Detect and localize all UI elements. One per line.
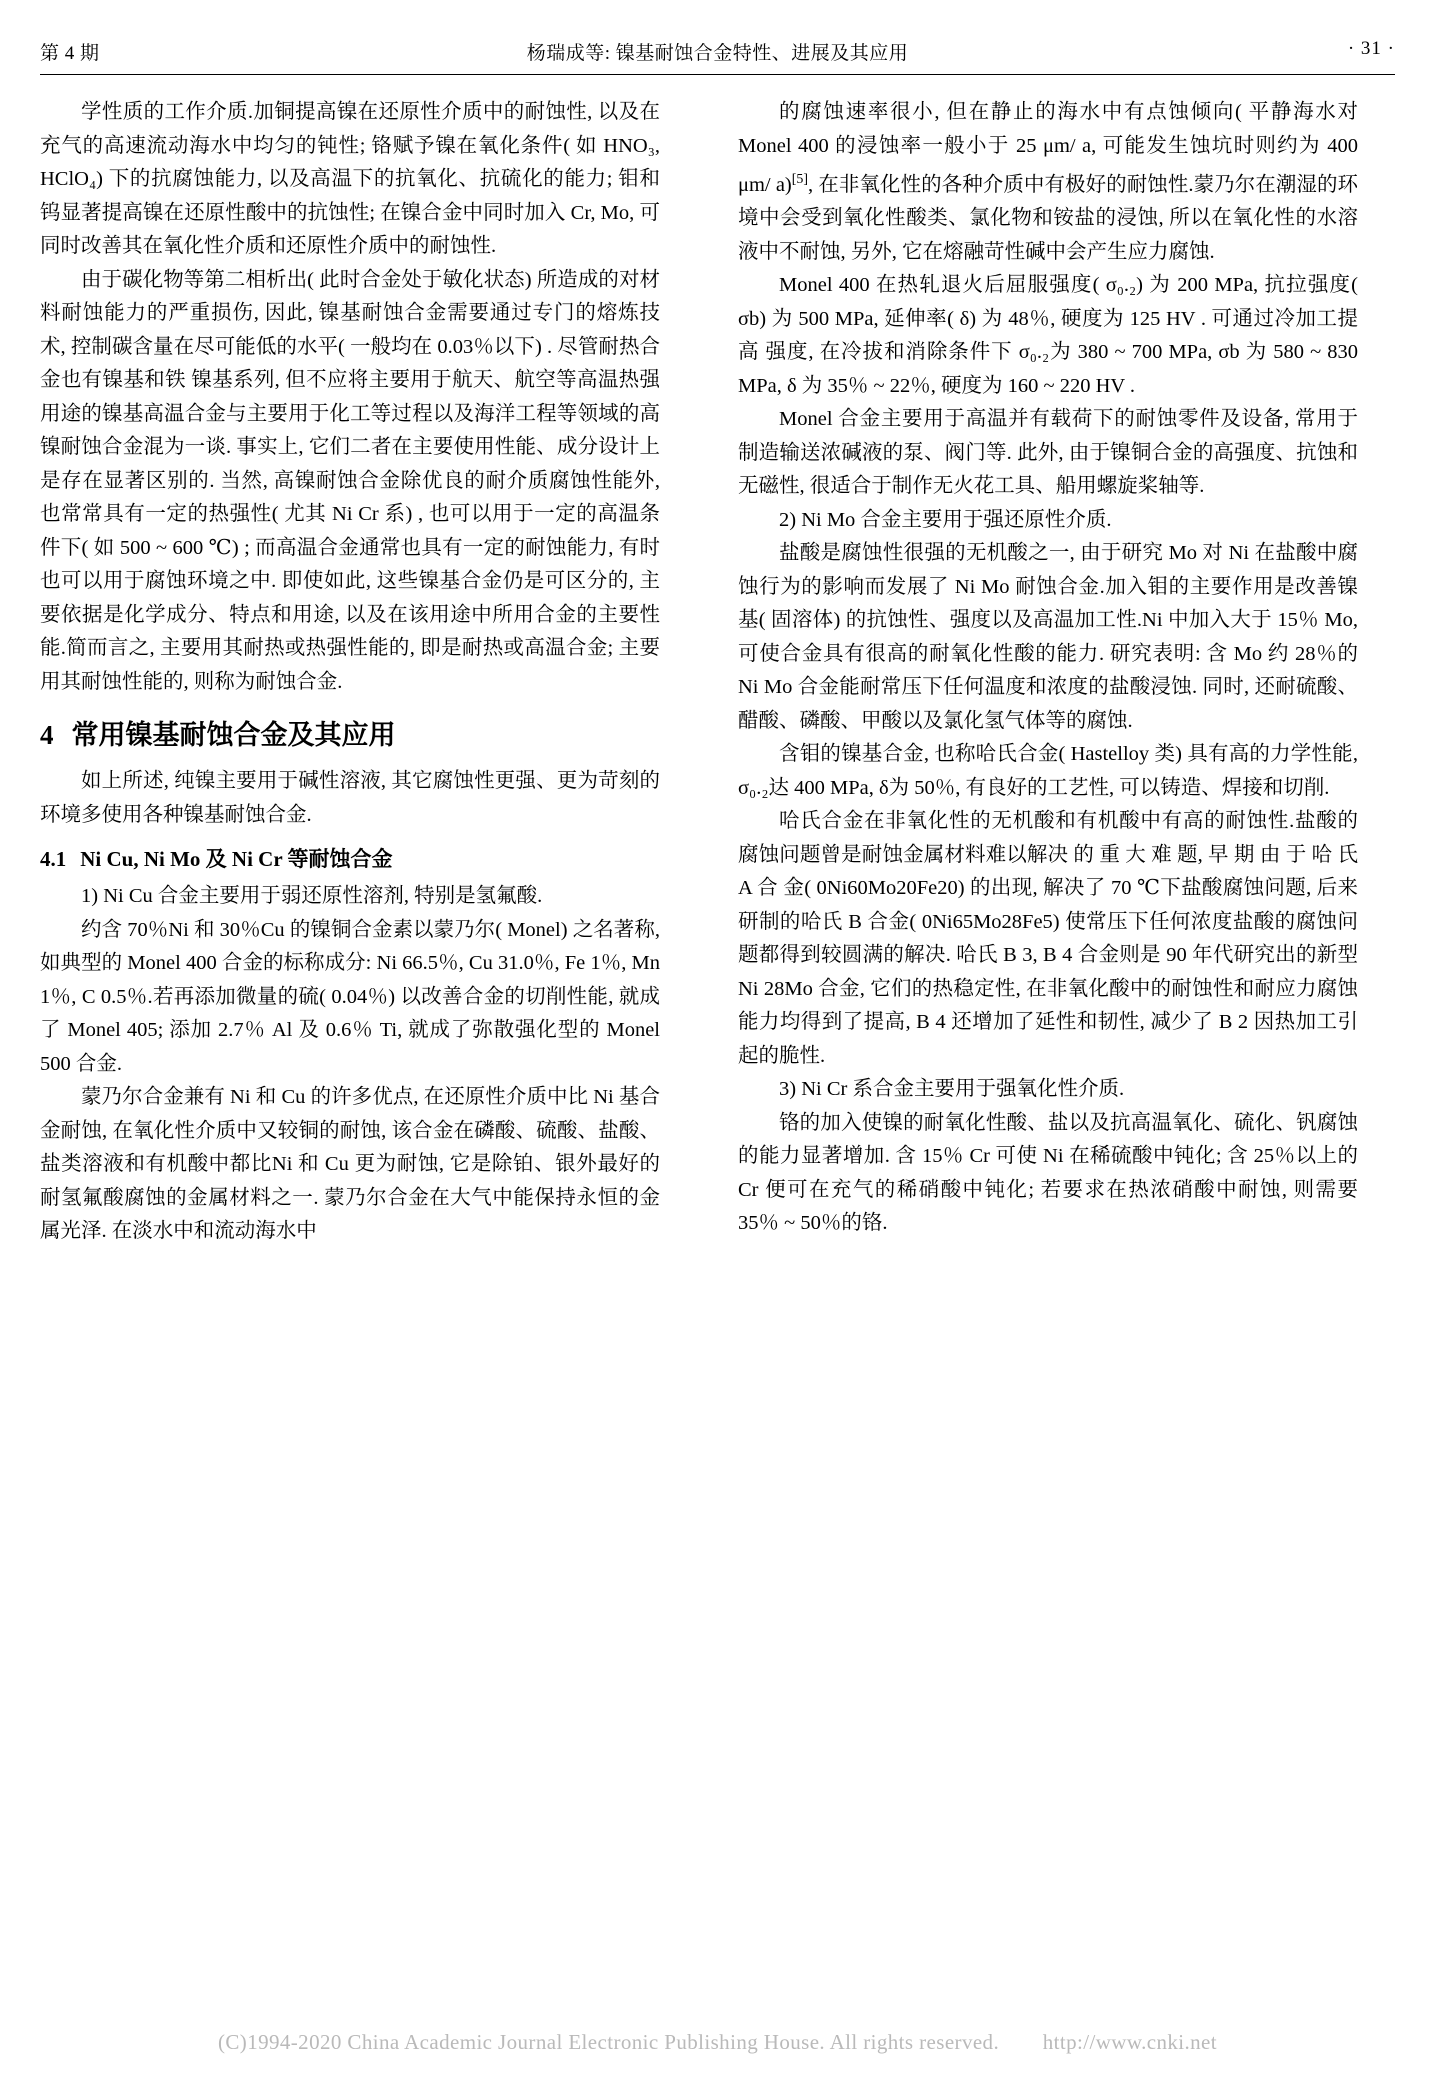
subsection-heading — [40, 842, 660, 876]
paragraph: 2) Ni Mo 合金主要用于强还原性介质. — [779, 508, 1112, 531]
article-running-title: 杨瑞成等: 镍基耐蚀合金特性、进展及其应用 — [526, 43, 909, 64]
section-number: 4 — [40, 720, 54, 750]
paragraph: Monel 400 在热轧退火后屈服强度( σ₀.₂) 为 200 MPa, 抗拉强度( σb) 为 500 MPa, 延伸率( δ) 为 48％, 硬度为 125 HV . 可通过冷加工提高 强度, 在冷拔和消除条件下 σ₀.₂为 380 ~ 700 MPa, σb 为 580 ~ 830 MPa, δ 为 35％ ~ 22％, 硬度为 160 ~ 220 HV . — [738, 274, 1358, 397]
paragraph: 铬的加入使镍的耐氧化性酸、盐以及抗高温氧化、硫化、钒腐蚀的能力显著增加. 含 15％ Cr 可使 Ni 在稀硫酸中钝化; 含 25％以上的 Cr 便可在充气的稀硝酸中钝化; 若要求在热浓硝酸中耐蚀, 则需要 35％ ~ 50％的铬. — [738, 1111, 1358, 1235]
section-heading — [40, 715, 660, 755]
subsection-title: Ni Cu, Ni Mo 及 Ni Cr 等耐蚀合金 — [80, 847, 393, 871]
paragraph: 约含 70％Ni 和 30％Cu 的镍铜合金素以蒙乃尔( Monel) 之名著称, 如典型的 Monel 400 合金的标称成分: Ni 66.5％, Cu 31.0％, Fe 1％, Mn 1％, C 0.5％.若再添加微量的硫( 0.04％) 以改善合金的切削性能, 就成了 Monel 405; 添加 2.7％ Al 及 0.6％ Ti, 就成了弥散强化型的 Monel 500 合金. — [40, 918, 660, 1075]
copyright-notice: (C)1994-2020 China Academic Journal Electronic Publishing House. All rights reserved. — [218, 2030, 1000, 2054]
paragraph: 由于碳化物等第二相析出( 此时合金处于敏化状态) 所造成的对材料耐蚀能力的严重损伤, 因此, 镍基耐蚀合金需要通过专门的熔炼技术, 控制碳含量在尽可能低的水平( 一般均在 0.03％以下) . 尽管耐热合金也有镍基和铁 镍基系列, 但不应将主要用于航天、航空等高温热强用途的镍基高温合金与主要用于化工等过程以及海洋工程等领域的高镍耐蚀合金混为一谈. 事实上, 它们二者在主要使用性能、成分设计上是存在显著区别的. 当然, 高镍耐蚀合金除优良的耐介质腐蚀性能外, 也常常具有一定的热强性( 尤其 Ni Cr 系) , 也可以用于一定的高温条件下( 如 500 ~ 600 ℃) ; 而高温合金通常也具有一定的耐蚀能力, 有时也可以用于腐蚀环境之中. 即使如此, 这些镍基合金仍是可区分的, 主要依据是化学成分、特点和用途, 以及在该用途中所用合金的主要性能.简而言之, 主要用其耐热或热强性能的, 即是耐热或高温合金; 主要用其耐蚀性能的, 则称为耐蚀合金. — [40, 268, 660, 693]
issue-label: 第 4 期 — [40, 43, 100, 64]
header-rule — [40, 74, 1395, 75]
paragraph: 哈氏合金在非氧化性的无机酸和有机酸中有高的耐蚀性.盐酸的腐蚀问题曾是耐蚀金属材料难以解决 的 重 大 难 题, 早 期 由 于 哈 氏 A 合 金( 0Ni60Mo20Fe20) 的出现, 解决了 70 ℃下盐酸腐蚀问题, 后来研制的哈氏 B 合金( 0Ni65Mo28Fe5) 使常压下任何浓度盐酸的腐蚀问题都得到较圆满的解决. 哈氏 B 3, B 4 合金则是 90 年代研究出的新型 Ni 28Mo 合金, 它们的热稳定性, 在非氧化酸中的耐蚀性和耐应力腐蚀能力均得到了提高, B 4 还增加了延性和韧性, 减少了 B 2 因热加工引起的脆性. — [738, 810, 1358, 1067]
left-column — [40, 96, 660, 1249]
footer — [0, 2030, 1435, 2055]
running-head — [40, 38, 1395, 72]
subsection-number: 4.1 — [40, 847, 67, 871]
paragraph: 蒙乃尔合金兼有 Ni 和 Cu 的许多优点, 在还原性介质中比 Ni 基合金耐蚀, 在氧化性介质中又较铜的耐蚀, 该合金在磷酸、硫酸、盐酸、盐类溶液和有机酸中都比Ni 和 Cu 更为耐蚀, 它是除铂、银外最好的耐氢氟酸腐蚀的金属材料之一. 蒙乃尔合金在大气中能保持永恒的金属光泽. 在淡水中和流动海水中 — [40, 1086, 660, 1242]
paragraph: 如上所述, 纯镍主要用于碱性溶液, 其它腐蚀性更强、更为苛刻的环境多使用各种镍基耐蚀合金. — [40, 770, 660, 826]
right-column — [738, 96, 1358, 1241]
paragraph: 盐酸是腐蚀性很强的无机酸之一, 由于研究 Mo 对 Ni 在盐酸中腐蚀行为的影响而发展了 Ni Mo 耐蚀合金.加入钼的主要作用是改善镍基( 固溶体) 的抗蚀性、强度以及高温加工性.Ni 中加入大于 15％ Mo, 可使合金具有很高的耐氧化性酸的能力. 研究表明: 含 Mo 约 28％的 Ni Mo 合金能耐常压下任何温度和浓度的盐酸浸蚀. 同时, 还耐硫酸、醋酸、磷酸、甲酸以及氯化氢气体等的腐蚀. — [738, 542, 1358, 732]
paragraph: 含钼的镍基合金, 也称哈氏合金( Hastelloy 类) 具有高的力学性能, σ₀.₂达 400 MPa, δ为 50％, 有良好的工艺性, 可以铸造、焊接和切削. — [738, 743, 1358, 799]
paragraph: Monel 合金主要用于高温并有载荷下的耐蚀零件及设备, 常用于制造输送浓碱液的泵、阀门等. 此外, 由于镍铜合金的高强度、抗蚀和无磁性, 很适合于制作无火花工具、船用螺旋桨轴等. — [738, 408, 1358, 498]
paragraph: 学性质的工作介质.加铜提高镍在还原性介质中的耐蚀性, 以及在充气的高速流动海水中均匀的钝性; 铬赋予镍在氧化条件( 如 HNO₃, HClO₄) 下的抗腐蚀能力, 以及高温下的抗氧化、抗硫化的能力; 钼和钨显著提高镍在还原性酸中的抗蚀性; 在镍合金中同时加入 Cr, Mo, 可同时改善其在氧化性介质和还原性介质中的耐蚀性. — [40, 101, 660, 257]
footer-url[interactable]: http://www.cnki.net — [1042, 2030, 1217, 2054]
paragraph: 3) Ni Cr 系合金主要用于强氧化性介质. — [779, 1078, 1125, 1101]
paragraph: 的腐蚀速率很小, 但在静止的海水中有点蚀倾向( 平静海水对 Monel 400 的浸蚀率一般小于 25 μm/ a, 可能发生蚀坑时则约为 400 μm/ a)[5], 在非氧化性的各种介质中有极好的耐蚀性.蒙乃尔在潮湿的环境中会受到氧化性酸类、氯化物和铵盐的浸蚀, 所以在氧化性的水溶液中不耐蚀, 另外, 它在熔融苛性碱中会产生应力腐蚀. — [738, 101, 1359, 263]
page-number: · 31 · — [1347, 38, 1395, 59]
paragraph: 1) Ni Cu 合金主要用于弱还原性溶剂, 特别是氢氟酸. — [81, 885, 543, 907]
section-title: 常用镍基耐蚀合金及其应用 — [71, 720, 396, 750]
